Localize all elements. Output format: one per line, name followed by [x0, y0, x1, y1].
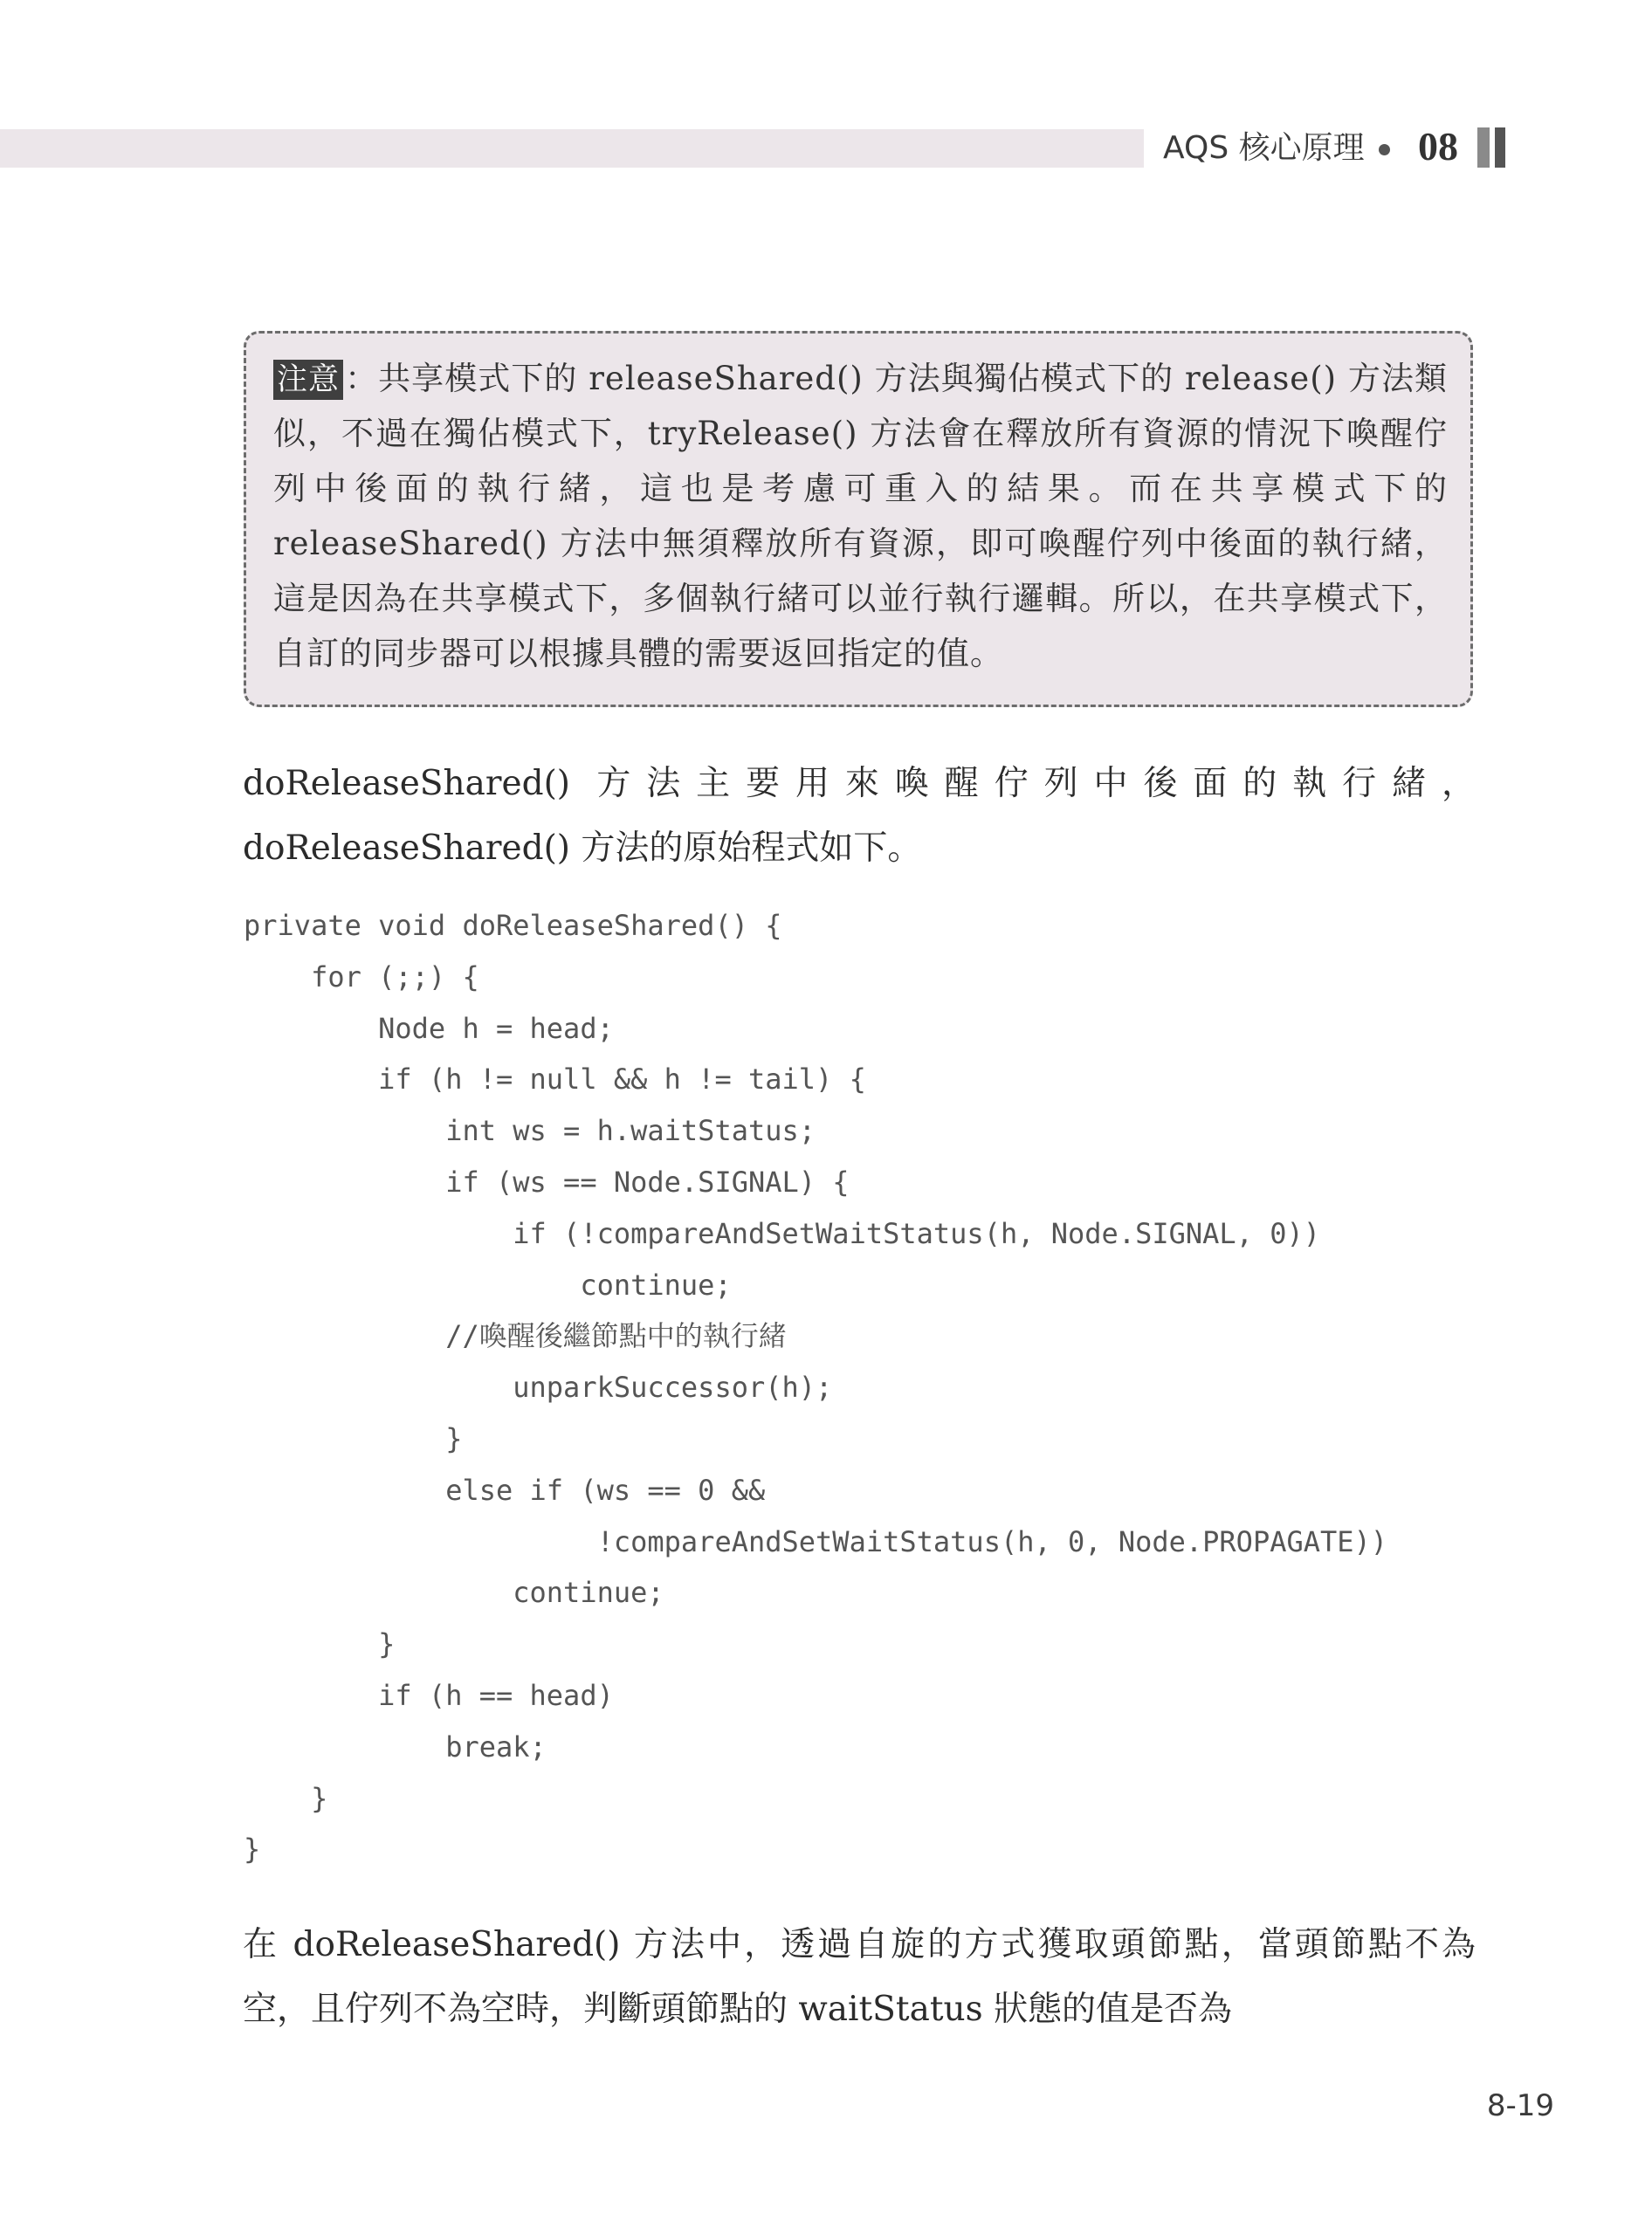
note-text: [273, 351, 1448, 681]
code-line: if (h != null && h != tail) {: [244, 1062, 866, 1097]
code-line: if (!compareAndSetWaitStatus(h, Node.SIGNAL, 0)): [244, 1216, 1320, 1250]
page-number: 8-19: [1486, 2088, 1554, 2123]
code-line: continue;: [244, 1576, 664, 1610]
running-header-title: AQS 核心原理: [1163, 130, 1365, 166]
note-body: ：共享模式下的 releaseShared() 方法與獨佔模式下的 release() 方法類似，不過在獨佔模式下，tryRelease() 方法會在釋放所有資源的情況下喚醒佇列中後面的執行緒，這也是考慮可重入的結果。而在共享模式下的 releaseShared() 方法中無須釋放所有資源，即可喚醒佇列中後面的執行緒，這是因為在共享模式下，多個執行緒可以並行執行邏輯。所以，在共享模式下，自訂的同步器可以根據具體的需要返回指定的值。: [273, 360, 1448, 672]
code-line: }: [244, 1833, 261, 1867]
code-line: private void doReleaseShared() {: [244, 909, 782, 942]
code-line: Node h = head;: [244, 1011, 614, 1045]
code-line: !compareAndSetWaitStatus(h, 0, Node.PROPAGATE)): [244, 1524, 1388, 1558]
body-paragraph: 在 doReleaseShared() 方法中，透過自旋的方式獲取頭節點，當頭節點不為空，且佇列不為空時，判斷頭節點的 waitStatus 狀態的值是否為: [243, 1925, 1476, 2029]
code-block: [244, 900, 1387, 1875]
code-line: }: [244, 1627, 396, 1661]
header-band: [0, 129, 1144, 168]
code-line: unparkSuccessor(h);: [244, 1371, 833, 1405]
code-line: int ws = h.waitStatus;: [244, 1114, 816, 1148]
code-line: }: [244, 1421, 463, 1455]
code-line: for (;;) {: [244, 959, 479, 994]
code-line: if (ws == Node.SIGNAL) {: [244, 1165, 850, 1199]
bullet-separator-icon: [1379, 144, 1390, 155]
code-comment: //喚醒後繼節點中的執行緒: [244, 1319, 787, 1353]
code-line: break;: [244, 1730, 547, 1764]
note-label: 注意: [273, 360, 343, 400]
chapter-number: 08: [1418, 124, 1458, 168]
code-line: else if (ws == 0 &&: [244, 1473, 766, 1507]
code-line: }: [244, 1781, 328, 1815]
code-line: if (h == head): [244, 1678, 614, 1712]
chapter-marker-bar: [1495, 127, 1505, 168]
code-line: continue;: [244, 1268, 732, 1302]
chapter-marker-bar: [1477, 127, 1490, 168]
body-paragraph: doReleaseShared() 方法主要用來喚醒佇列中後面的執行緒，doReleaseShared() 方法的原始程式如下。: [243, 764, 1476, 868]
